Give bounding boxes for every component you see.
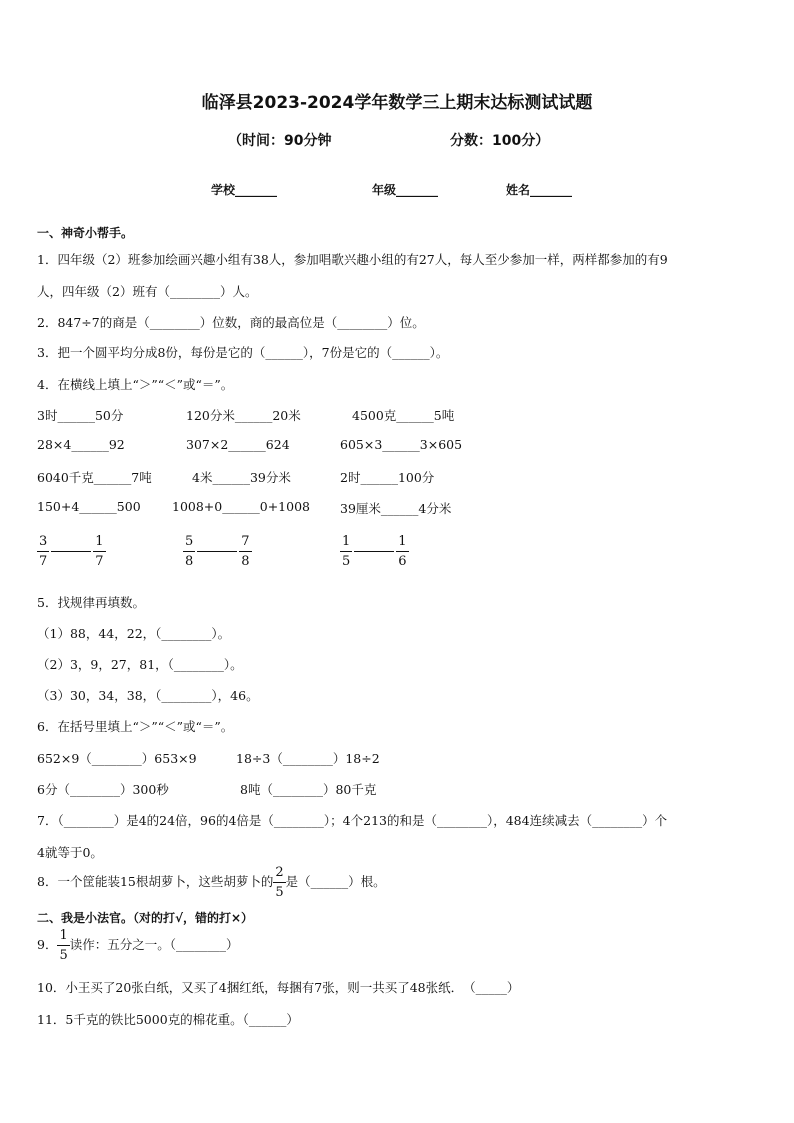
q4-row2-col3: 605×3______3×605	[340, 437, 463, 452]
question-10: 10．小王买了20张白纸，又买了4捆红纸，每捆有7张，则一共买了48张纸． （_____）	[37, 980, 520, 995]
section-2-title: 二、我是小法官。（对的打√，错的打×）	[37, 911, 254, 925]
q4-row3-col2: 4米______39分米	[192, 470, 291, 485]
q4-row2-col1: 28×4______92	[37, 437, 125, 452]
grade-field: 年级_______	[372, 183, 439, 197]
q4-row2-col2: 307×2______624	[186, 437, 290, 452]
question-9: 9． $\frac{1}{5}$ 读作：五分之一。（________）	[37, 928, 239, 963]
q6-row2-col1: 6分（________）300秒	[37, 782, 169, 797]
q4-row3-col1: 6040千克______7吨	[37, 470, 152, 485]
question-3: 3．把一个圆平均分成8份，每份是它的（______），7份是它的（______）。	[37, 345, 449, 360]
q6-row1-col1: 652×9（________）653×9	[37, 751, 197, 766]
question-5: 5．找规律再填数。	[37, 595, 145, 610]
answer-blank	[354, 551, 394, 552]
q4-fraction-compare-2	[183, 535, 252, 568]
fraction: $\frac{2}{5}$	[275, 865, 284, 900]
q6-row2-col2: 8吨（________）80千克	[240, 782, 377, 797]
q5-item-1: （1）88，44，22，（________）。	[37, 626, 231, 641]
question-7-line1: 7．（________）是4的24倍，96的4倍是（________）；4个213的和是（________），484连续减去（________）个	[37, 813, 668, 828]
question-11: 11．5千克的铁比5000克的棉花重。（______）	[37, 1012, 299, 1027]
q4-row1-col3: 4500克______5吨	[352, 408, 455, 423]
page-title: 临泽县2023-2024学年数学三上期末达标测试试题	[201, 93, 593, 113]
q4-row4-col2: 1008+0______0+1008	[172, 499, 310, 514]
fraction: $\frac{7}{8}$	[241, 534, 250, 569]
q6-row1-col2: 18÷3（________）18÷2	[236, 751, 380, 766]
q4-row3-col3: 2时______100分	[340, 470, 435, 485]
question-1-line2: 人，四年级（2）班有（________）人。	[37, 284, 258, 299]
fraction: $\frac{1}{6}$	[398, 534, 407, 569]
question-8: 8．一个筐能装15根胡萝卜，这些胡萝卜的 $\frac{2}{5}$ 是（______）根。	[37, 865, 386, 900]
q4-fraction-compare-1	[37, 535, 106, 568]
question-7-line2: 4就等于0。	[37, 845, 103, 860]
q4-row1-col2: 120分米______20米	[186, 408, 301, 423]
question-4: 4．在横线上填上“＞”“＜”或“＝”。	[37, 377, 234, 392]
section-1-title: 一、神奇小帮手。	[37, 226, 134, 240]
q5-item-3: （3）30，34，38，（________），46。	[37, 688, 259, 703]
exam-score: 分数：100分）	[450, 133, 550, 149]
question-2: 2．847÷7的商是（________）位数，商的最高位是（________）位。	[37, 315, 425, 330]
question-1-line1: 1．四年级（2）班参加绘画兴趣小组有38人，参加唱歌兴趣小组的有27人，每人至少参加一样，两样都参加的有9	[37, 252, 668, 267]
fraction: $\frac{1}{7}$	[95, 534, 104, 569]
q4-row4-col3: 39厘米______4分米	[340, 501, 452, 516]
q5-item-2: （2）3，9，27，81，（________）。	[37, 657, 243, 672]
fraction: $\frac{1}{5}$	[59, 928, 68, 963]
q4-row1-col1: 3时______50分	[37, 408, 124, 423]
question-6: 6．在括号里填上“＞”“＜”或“＝”。	[37, 719, 234, 734]
fraction: $\frac{1}{5}$	[342, 534, 351, 569]
q4-fraction-compare-3	[340, 535, 409, 568]
answer-blank	[51, 551, 91, 552]
school-field: 学校_______	[211, 183, 278, 197]
fraction: $\frac{5}{8}$	[185, 534, 194, 569]
exam-time: （时间：90分钟	[228, 133, 332, 149]
answer-blank	[197, 551, 237, 552]
q4-row4-col1: 150+4______500	[37, 499, 141, 514]
fraction: $\frac{3}{7}$	[39, 534, 48, 569]
name-field: 姓名_______	[506, 183, 573, 197]
